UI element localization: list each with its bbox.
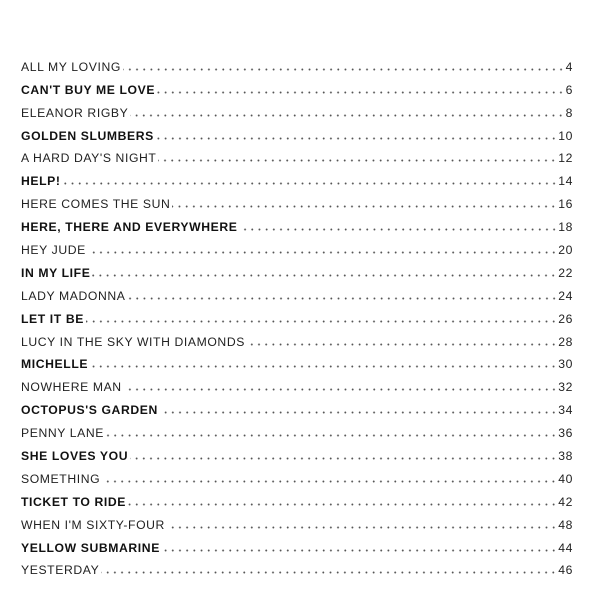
toc-entry	[21, 394, 573, 417]
song-title: NOWHERE MAN	[21, 380, 122, 395]
dot-leader	[162, 549, 557, 552]
song-title: OCTOPUS'S GARDEN	[21, 403, 158, 418]
song-title: LET IT BE	[21, 311, 84, 326]
song-title: HERE, THERE AND EVERYWHERE	[21, 220, 238, 235]
toc-entry	[21, 303, 573, 326]
toc-entry	[21, 326, 573, 349]
page-number: 6	[565, 82, 573, 97]
dot-leader	[90, 365, 557, 368]
toc-entry	[21, 280, 573, 303]
song-title: A HARD DAY'S NIGHT	[21, 151, 157, 166]
toc-entry	[21, 257, 573, 280]
dot-leader	[86, 320, 557, 323]
toc-entry	[21, 463, 573, 486]
dot-leader	[128, 503, 557, 506]
song-title: HELP!	[21, 174, 61, 189]
dot-leader	[172, 205, 557, 208]
page-number: 32	[558, 380, 573, 395]
dot-leader	[123, 68, 565, 71]
song-title: ALL MY LOVING	[21, 59, 121, 74]
toc-entry	[21, 234, 573, 257]
page-number: 8	[565, 105, 573, 120]
toc-entry	[21, 532, 573, 555]
toc-entry	[21, 417, 573, 440]
page-number: 26	[558, 311, 573, 326]
song-title: GOLDEN SLUMBERS	[21, 128, 154, 143]
song-title: LADY MADONNA	[21, 288, 126, 303]
song-title: HERE COMES THE SUN	[21, 197, 171, 212]
dot-leader	[160, 411, 557, 414]
toc-entry	[21, 143, 573, 166]
song-title: MICHELLE	[21, 357, 89, 372]
toc-entry	[21, 188, 573, 211]
toc-entry	[21, 486, 573, 509]
page-number: 24	[558, 288, 573, 303]
toc-entry	[21, 165, 573, 188]
song-title: PENNY LANE	[21, 426, 104, 441]
page-number: 46	[558, 563, 573, 578]
dot-leader	[128, 297, 558, 300]
song-title: CAN'T BUY ME LOVE	[21, 82, 156, 97]
page-number: 10	[558, 128, 573, 143]
page-number: 12	[558, 151, 573, 166]
song-title: YELLOW SUBMARINE	[21, 540, 160, 555]
toc-entry	[21, 509, 573, 532]
dot-leader	[101, 571, 557, 574]
toc-entry	[21, 97, 573, 120]
page-number: 30	[558, 357, 573, 372]
page-number: 16	[558, 197, 573, 212]
dot-leader	[247, 343, 557, 346]
page-number: 38	[558, 449, 573, 464]
table-of-contents	[21, 51, 573, 577]
song-title: WHEN I'M SIXTY-FOUR	[21, 517, 165, 532]
song-title: SHE LOVES YOU	[21, 449, 129, 464]
song-title: HEY JUDE	[21, 243, 86, 258]
song-title: TICKET TO RIDE	[21, 494, 127, 509]
page-number: 4	[565, 59, 573, 74]
toc-entry	[21, 120, 573, 143]
toc-entry	[21, 371, 573, 394]
dot-leader	[92, 274, 557, 277]
page-number: 40	[558, 471, 573, 486]
page-number: 14	[558, 174, 573, 189]
page-number: 18	[558, 220, 573, 235]
toc-entry	[21, 440, 573, 463]
dot-leader	[167, 526, 557, 529]
page-number: 20	[558, 243, 573, 258]
dot-leader	[130, 457, 557, 460]
dot-leader	[63, 182, 558, 185]
page-number: 42	[558, 494, 573, 509]
song-title: ELEANOR RIGBY	[21, 105, 129, 120]
toc-entry	[21, 349, 573, 372]
toc-entry	[21, 211, 573, 234]
song-title: SOMETHING	[21, 471, 101, 486]
toc-entry	[21, 51, 573, 74]
page-number: 36	[558, 426, 573, 441]
dot-leader	[157, 91, 565, 94]
dot-leader	[106, 434, 557, 437]
dot-leader	[102, 480, 557, 483]
toc-entry	[21, 74, 573, 97]
page-number: 22	[558, 265, 573, 280]
dot-leader	[88, 251, 557, 254]
dot-leader	[124, 388, 558, 391]
toc-entry	[21, 555, 573, 578]
page-number: 28	[558, 334, 573, 349]
song-title: LUCY IN THE SKY WITH DIAMONDS	[21, 334, 245, 349]
dot-leader	[158, 159, 557, 162]
page-number: 48	[558, 517, 573, 532]
dot-leader	[130, 114, 564, 117]
page-number: 34	[558, 403, 573, 418]
song-title: IN MY LIFE	[21, 265, 91, 280]
dot-leader	[240, 228, 558, 231]
page-number: 44	[558, 540, 573, 555]
song-title: YESTERDAY	[21, 563, 100, 578]
dot-leader	[156, 137, 557, 140]
